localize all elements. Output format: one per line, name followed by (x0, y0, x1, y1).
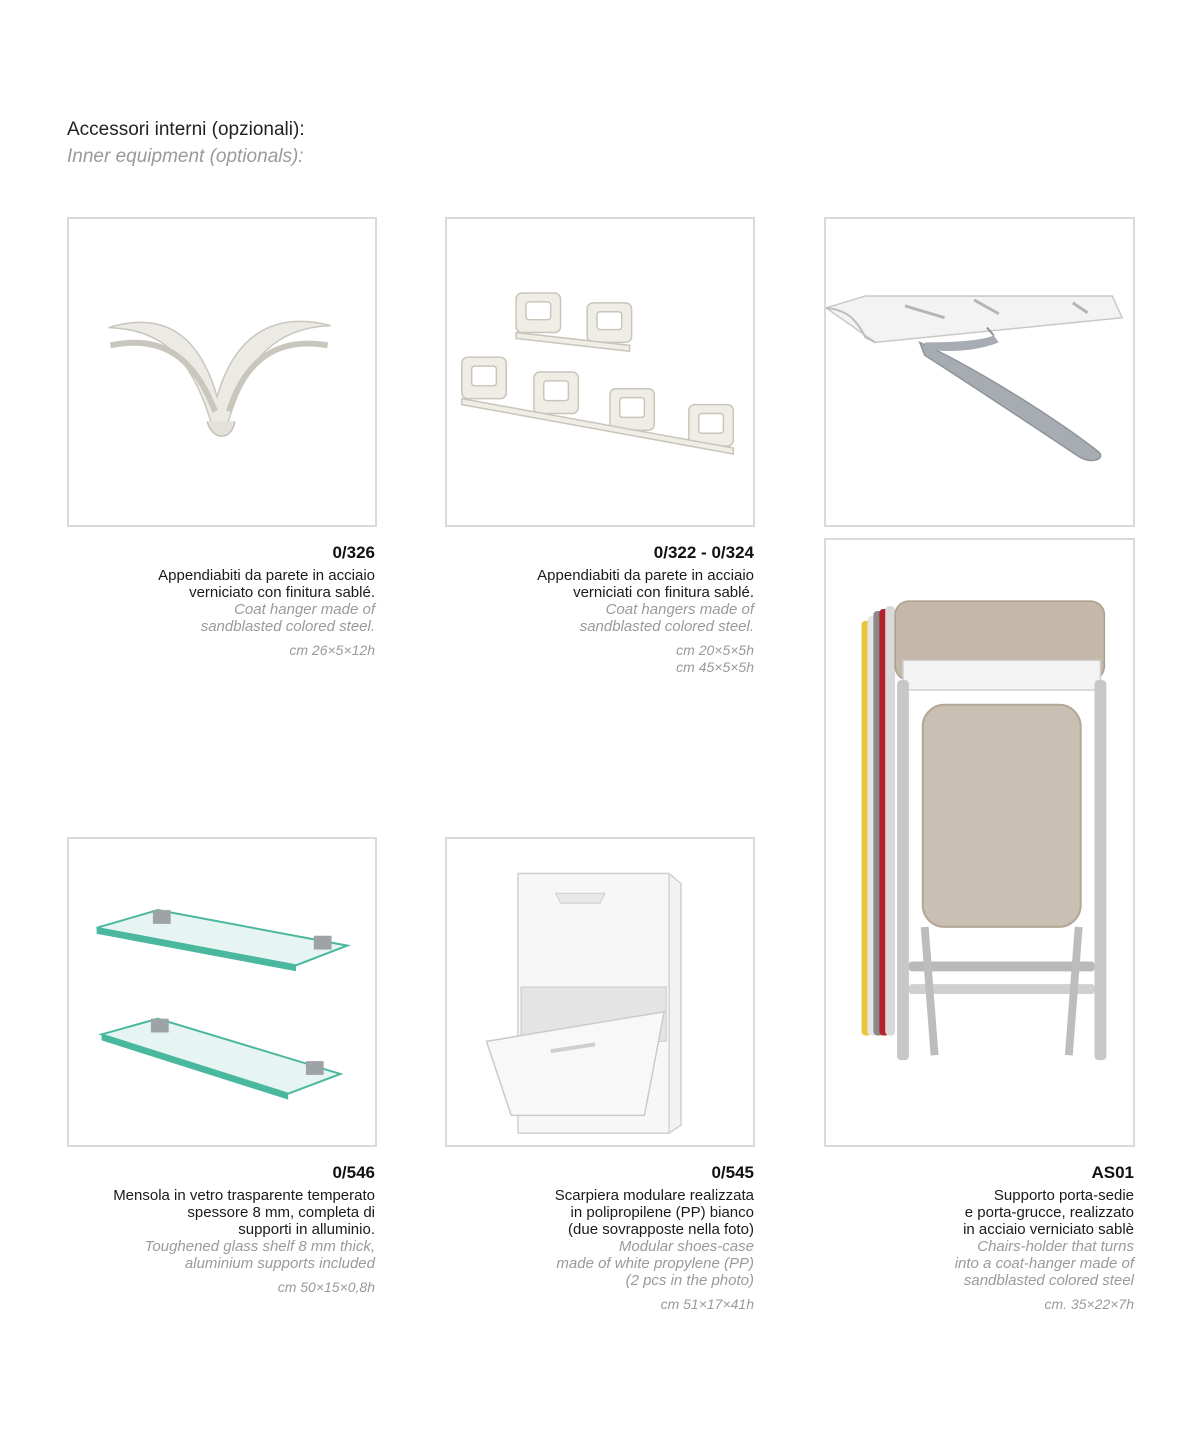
product-image-folding-chairs (824, 538, 1135, 1147)
product-caption (55, 1162, 375, 1296)
product-description-english: Coat hangers made of sandblasted colored steel. (579, 601, 754, 635)
product-description-italian: Scarpiera modulare realizzata in polipropilene (PP) bianco (due sovrapposte nella foto) (554, 1187, 754, 1238)
product-image-coat-hangers (445, 217, 755, 527)
product-description-italian: Appendiabiti da parete in acciaio verniciato con finitura sablé. (158, 567, 375, 601)
product-code: 0/546 (332, 1163, 375, 1182)
product-description-english: Toughened glass shelf 8 mm thick, aluminium supports included (144, 1238, 375, 1272)
product-code: 0/326 (332, 543, 375, 562)
product-caption (814, 1162, 1134, 1313)
page-title-english: Inner equipment (optionals): (67, 146, 304, 167)
product-description-english: Coat hanger made of sandblasted colored steel. (200, 601, 375, 635)
product-code: 0/545 (711, 1163, 754, 1182)
product-image-coat-hanger (67, 217, 377, 527)
product-description-english: Chairs-holder that turns into a coat-hanger made of sandblasted colored steel (954, 1238, 1134, 1289)
product-description-italian: Supporto porta-sedie e porta-grucce, realizzato in acciaio verniciato sablè (963, 1187, 1134, 1238)
product-description-italian: Appendiabiti da parete in acciaio verniciati con finitura sablé. (537, 567, 754, 601)
product-code: 0/322 - 0/324 (653, 543, 754, 562)
product-caption (434, 1162, 754, 1313)
product-image-glass-shelves (67, 837, 377, 1147)
product-dimensions: cm 50×15×0,8h (277, 1279, 375, 1295)
product-description-italian: Mensola in vetro trasparente temperato spessore 8 mm, completa di supporti in alluminio. (113, 1187, 375, 1238)
product-caption (55, 542, 375, 659)
product-dimensions: cm 51×17×41h (660, 1296, 754, 1312)
product-caption (434, 542, 754, 676)
product-image-holder-with-hanger (824, 217, 1135, 527)
product-code: AS01 (1091, 1163, 1134, 1182)
product-dimensions: cm 26×5×12h (289, 642, 375, 658)
product-dimensions: cm. 35×22×7h (1044, 1296, 1134, 1312)
page-title-italian: Accessori interni (opzionali): (67, 119, 305, 140)
product-image-shoe-case (445, 837, 755, 1147)
product-description-english: Modular shoes-case made of white propylene (PP) (2 pcs in the photo) (556, 1238, 754, 1289)
product-dimensions: cm 20×5×5h cm 45×5×5h (676, 642, 754, 675)
